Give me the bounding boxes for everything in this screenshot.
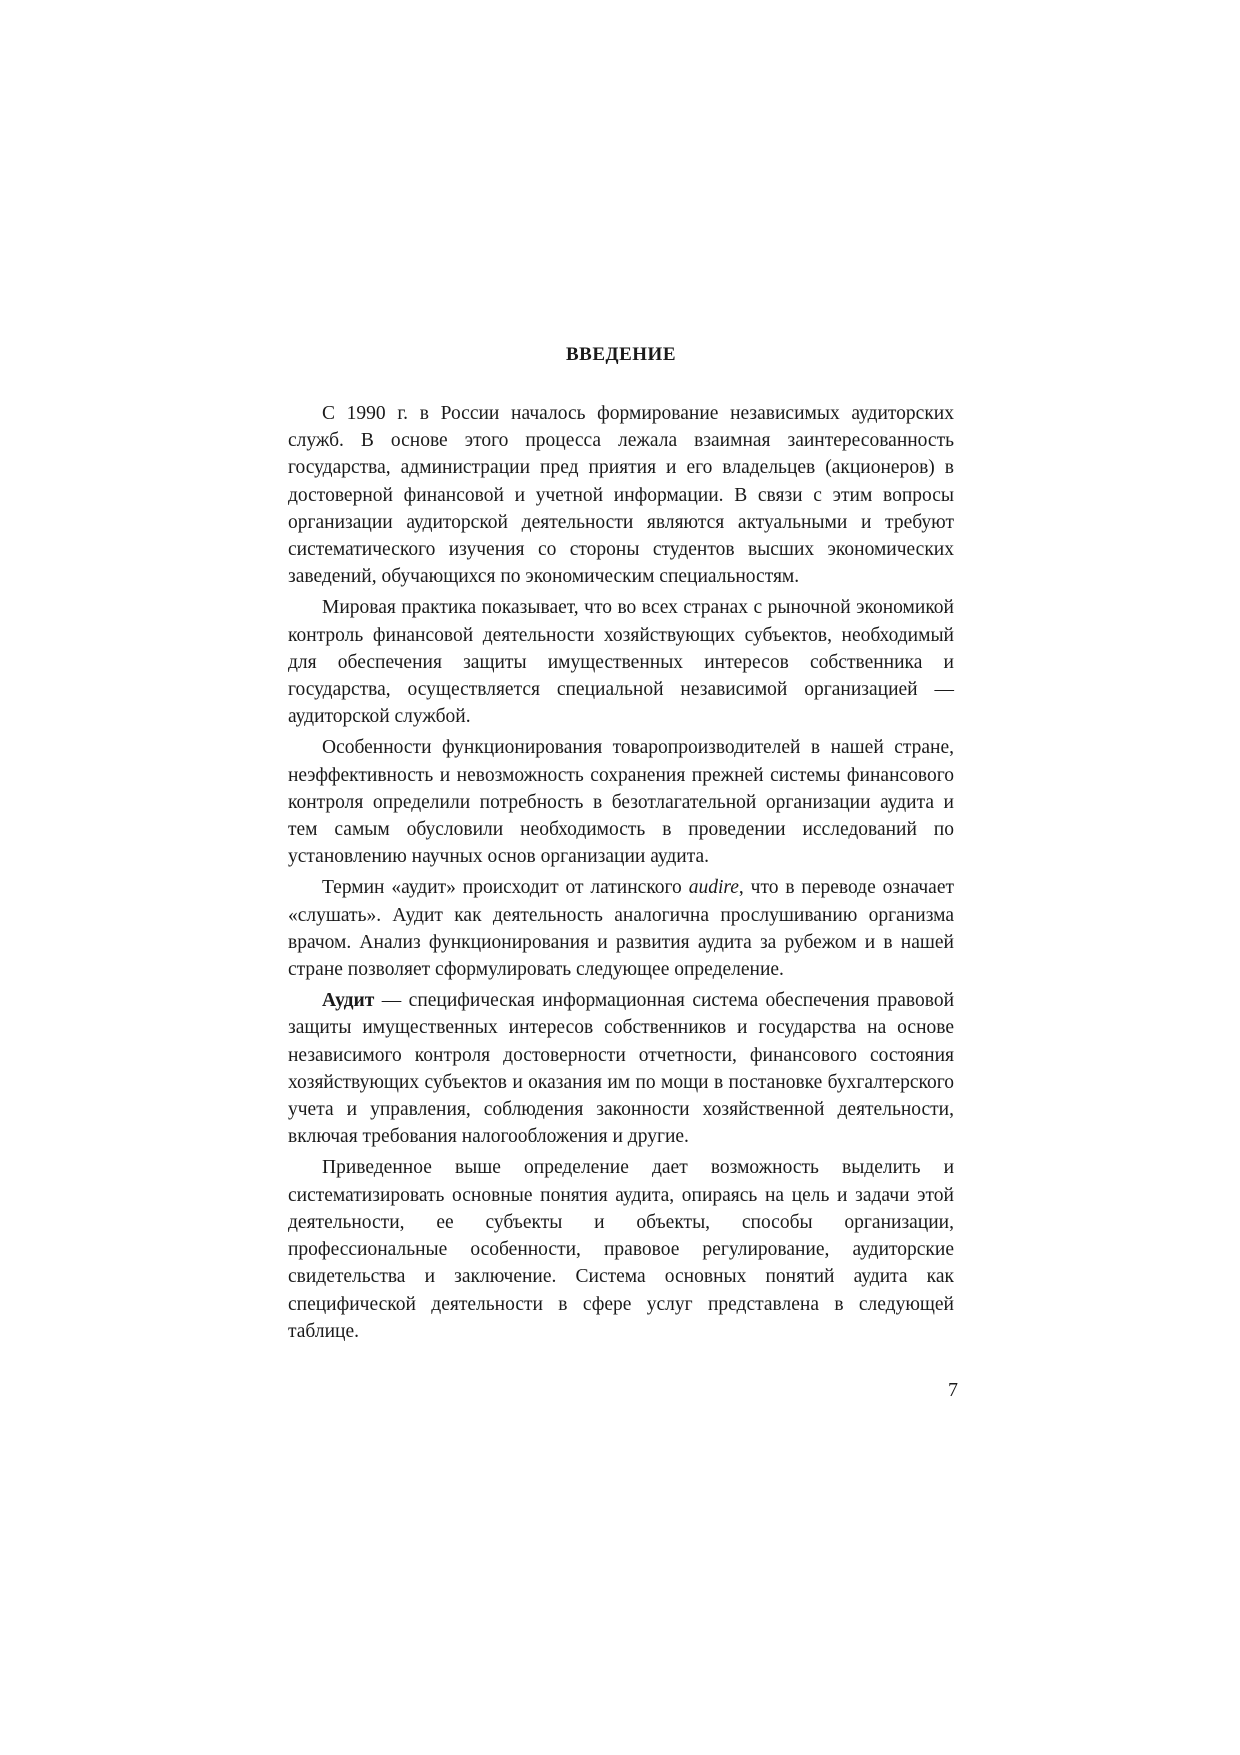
paragraph-4-text-after: , что в переводе означает «слушать». Аудит как деятельность аналогична прослушиванию организма врачом. Анализ функционирования и развития аудита за рубежом и в нашей стране позволяет сформулировать следующее определение. <box>288 877 955 981</box>
defined-term: Аудит <box>322 990 375 1012</box>
paragraph-3: Особенности функционирования товаропроизводителей в нашей стране, неэффективность и невозможность сохранения прежней системы финансового контроля определили потребность в безотлагательной организации аудита и тем самым обусловили необходимость в проведении исследований по установлению научных основ организации аудита. <box>288 737 954 868</box>
main-text-block <box>288 340 954 1349</box>
page-number: 7 <box>948 1379 958 1401</box>
paragraph-1: С 1990 г. в России началось формирование независимых аудиторских служб. В основе этого процесса лежала взаимная заинтересованность государства, администрации пред приятия и его владельцев (акционеров) в достоверной финансовой и учетной информации. В связи с этим вопросы организации аудиторской деятельности являются актуальными и требуют систематического изучения со стороны студентов высших экономических заведений, обучающихся по экономическим специальностям. <box>288 403 954 588</box>
latin-term: audire <box>688 877 739 899</box>
paragraph-4 <box>288 874 954 983</box>
paragraph-2: Мировая практика показывает, что во всех странах с рыночной экономикой контроль финансовой деятельности хозяйствующих субъектов, необходимый для обеспечения защиты имущественных интересов собственника и государства, осуществляется специальной независимой организацией — аудиторской службой. <box>288 597 954 728</box>
paragraph-5 <box>288 987 954 1150</box>
paragraph-6: Приведенное выше определение дает возможность выделить и систематизировать основные понятия аудита, опираясь на цель и задачи этой деятельности, ее субъекты и объекты, способы организации, профессиональные особенности, правовое регулирование, аудиторские свидетельства и заключение. Система основных понятий аудита как специфической деятельности в сфере услуг представлена в следующей таблице. <box>288 1157 954 1342</box>
paragraph-5-definition: — специфическая информационная система обеспечения правовой защиты имущественных интересов собственников и государства на основе независимого контроля достоверности отчетности, финансового состояния хозяйствующих субъектов и оказания им по мощи в постановке бухгалтерского учета и управления, соблюдения законности хозяйственной деятельности, включая требования налогообложения и другие. <box>288 990 954 1148</box>
page-heading: ВВЕДЕНИЕ <box>566 344 676 365</box>
paragraph-4-text-before: Термин «аудит» происходит от латинского <box>322 877 689 899</box>
